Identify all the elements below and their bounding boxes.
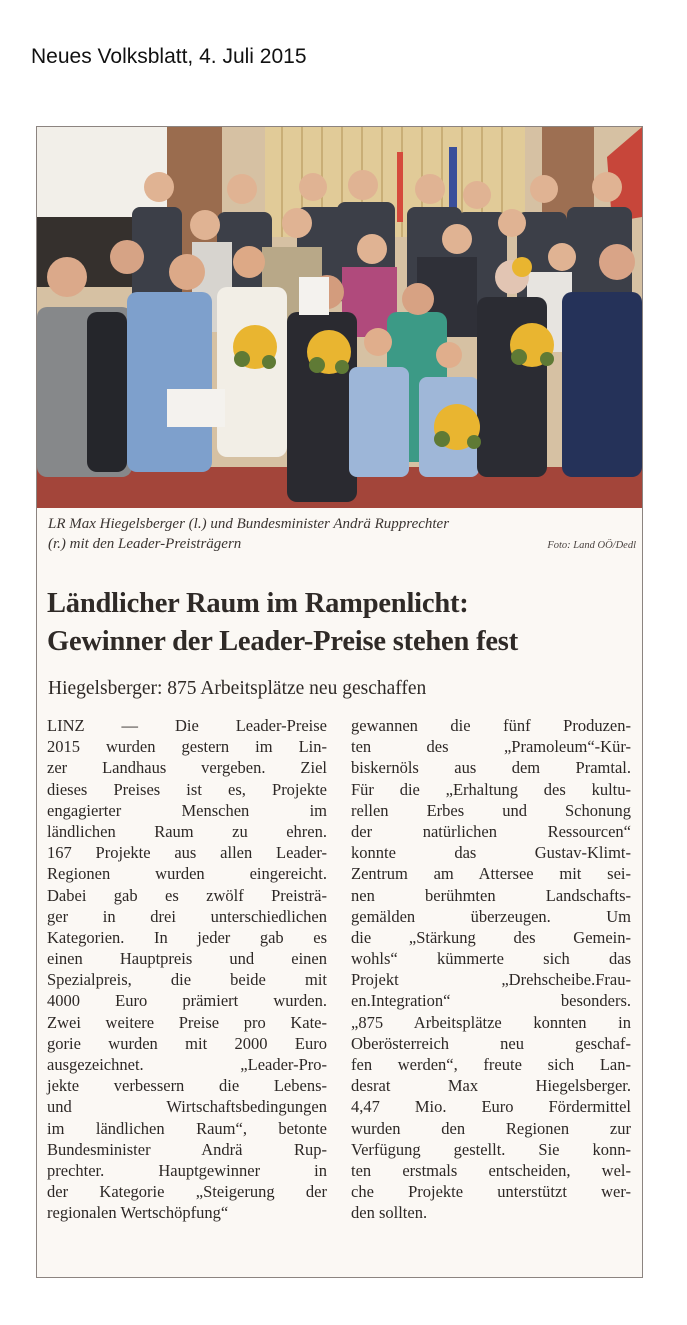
newspaper-clipping xyxy=(36,126,643,1278)
article-line: en.Integration“ besonders. xyxy=(351,991,631,1011)
article-line: und Wirtschaftsbedingungen xyxy=(47,1097,327,1117)
article-column-right xyxy=(351,715,631,1224)
article-line: fen werden“, freute sich Lan- xyxy=(351,1055,631,1074)
article-line: Zwei weitere Preise pro Kate- xyxy=(47,1012,327,1032)
group-photo xyxy=(37,127,642,508)
article-line: gewannen die fünf Produzen- xyxy=(351,716,631,735)
article-line: ger in drei unterschiedlichen xyxy=(47,906,327,926)
article-line: der natürlichen Ressourcen“ xyxy=(351,821,631,841)
article-line: 2015 wurden gestern im Lin- xyxy=(47,737,327,757)
article-line: „875 Arbeitsplätze konnten in xyxy=(351,1012,631,1032)
photo-credit: Foto: Land OÖ/Dedl xyxy=(547,540,636,551)
headline-line-2: Gewinner der Leader-Preise stehen fest xyxy=(47,626,518,657)
article-line: LINZ — Die Leader-Preise xyxy=(47,716,327,735)
article-line: 167 Projekte aus allen Leader- xyxy=(47,843,327,863)
article-line: wurden den Regionen zur xyxy=(351,1118,631,1138)
article-line: Dabei gab es zwölf Preisträ- xyxy=(47,885,327,905)
article-line: gorie wurden mit 2000 Euro xyxy=(47,1033,327,1053)
source-line: Neues Volksblatt, 4. Juli 2015 xyxy=(31,45,307,68)
caption-line-1: LR Max Hiegelsberger (l.) und Bundesminister Andrä Rupprechter xyxy=(48,516,450,532)
article-line: gemälden überzeugen. Um xyxy=(351,906,631,926)
article-line: ausgezeichnet. „Leader-Pro- xyxy=(47,1055,327,1074)
subheadline: Hiegelsberger: 875 Arbeitsplätze neu geschaffen xyxy=(48,678,427,699)
article-line: die „Stärkung des Gemein- xyxy=(351,927,631,947)
article-line: dieses Preises ist es, Projekte xyxy=(47,779,327,799)
headline xyxy=(47,585,637,661)
article-line: wohls“ kümmerte sich das xyxy=(351,949,631,969)
article-line: rellen Erbes und Schonung xyxy=(351,800,631,820)
article-line: Verfügung gestellt. Sie konn- xyxy=(351,1139,631,1159)
article-line: nen berühmten Landschafts- xyxy=(351,885,631,905)
article-line: prechter. Hauptgewinner in xyxy=(47,1160,327,1180)
article-line: che Projekte unterstützt wer- xyxy=(351,1182,631,1202)
article-line: zer Landhaus vergeben. Ziel xyxy=(47,758,327,778)
photo-caption xyxy=(48,514,636,554)
article-line: Zentrum am Attersee mit sei- xyxy=(351,864,631,884)
article-line: regionalen Wertschöpfung“ xyxy=(47,1203,229,1223)
article-line: Regionen wurden eingereicht. xyxy=(47,864,327,884)
article-line: 4,47 Mio. Euro Fördermittel xyxy=(351,1097,631,1117)
article-line: Kategorien. In jeder gab es xyxy=(47,927,327,947)
article-line: konnte das Gustav-Klimt- xyxy=(351,843,631,863)
article-line: einen Hauptpreis und einen xyxy=(47,949,327,969)
group-photo-image xyxy=(37,127,642,508)
article-line: 4000 Euro prämiert wurden. xyxy=(47,991,327,1011)
article-line: engagierter Menschen im xyxy=(47,800,327,820)
article-line: Für die „Erhaltung des kultu- xyxy=(351,779,631,799)
article-line: jekte verbessern die Lebens- xyxy=(47,1076,327,1096)
article-column-left xyxy=(47,715,327,1224)
caption-line-2: (r.) mit den Leader-Preisträgern xyxy=(48,536,242,552)
article-line: ländlichen Raum zu ehren. xyxy=(47,821,327,841)
article-line: biskernöls aus dem Pramtal. xyxy=(351,758,631,778)
article-line: den sollten. xyxy=(351,1203,428,1223)
article-line: ten erstmals entscheiden, wel- xyxy=(351,1160,631,1180)
article-line: ten des „Pramoleum“-Kür- xyxy=(351,737,631,757)
article-line: Oberösterreich neu geschaf- xyxy=(351,1033,631,1053)
article-line: der Kategorie „Steigerung der xyxy=(47,1182,327,1202)
article-line: im ländlichen Raum“, betonte xyxy=(47,1118,327,1138)
article-line: Spezialpreis, die beide mit xyxy=(47,970,327,990)
article-line: Projekt „Drehscheibe.Frau- xyxy=(351,970,631,990)
headline-line-1: Ländlicher Raum im Rampenlicht: xyxy=(47,588,469,619)
article-line: Bundesminister Andrä Rup- xyxy=(47,1139,327,1159)
article-line: desrat Max Hiegelsberger. xyxy=(351,1076,631,1096)
